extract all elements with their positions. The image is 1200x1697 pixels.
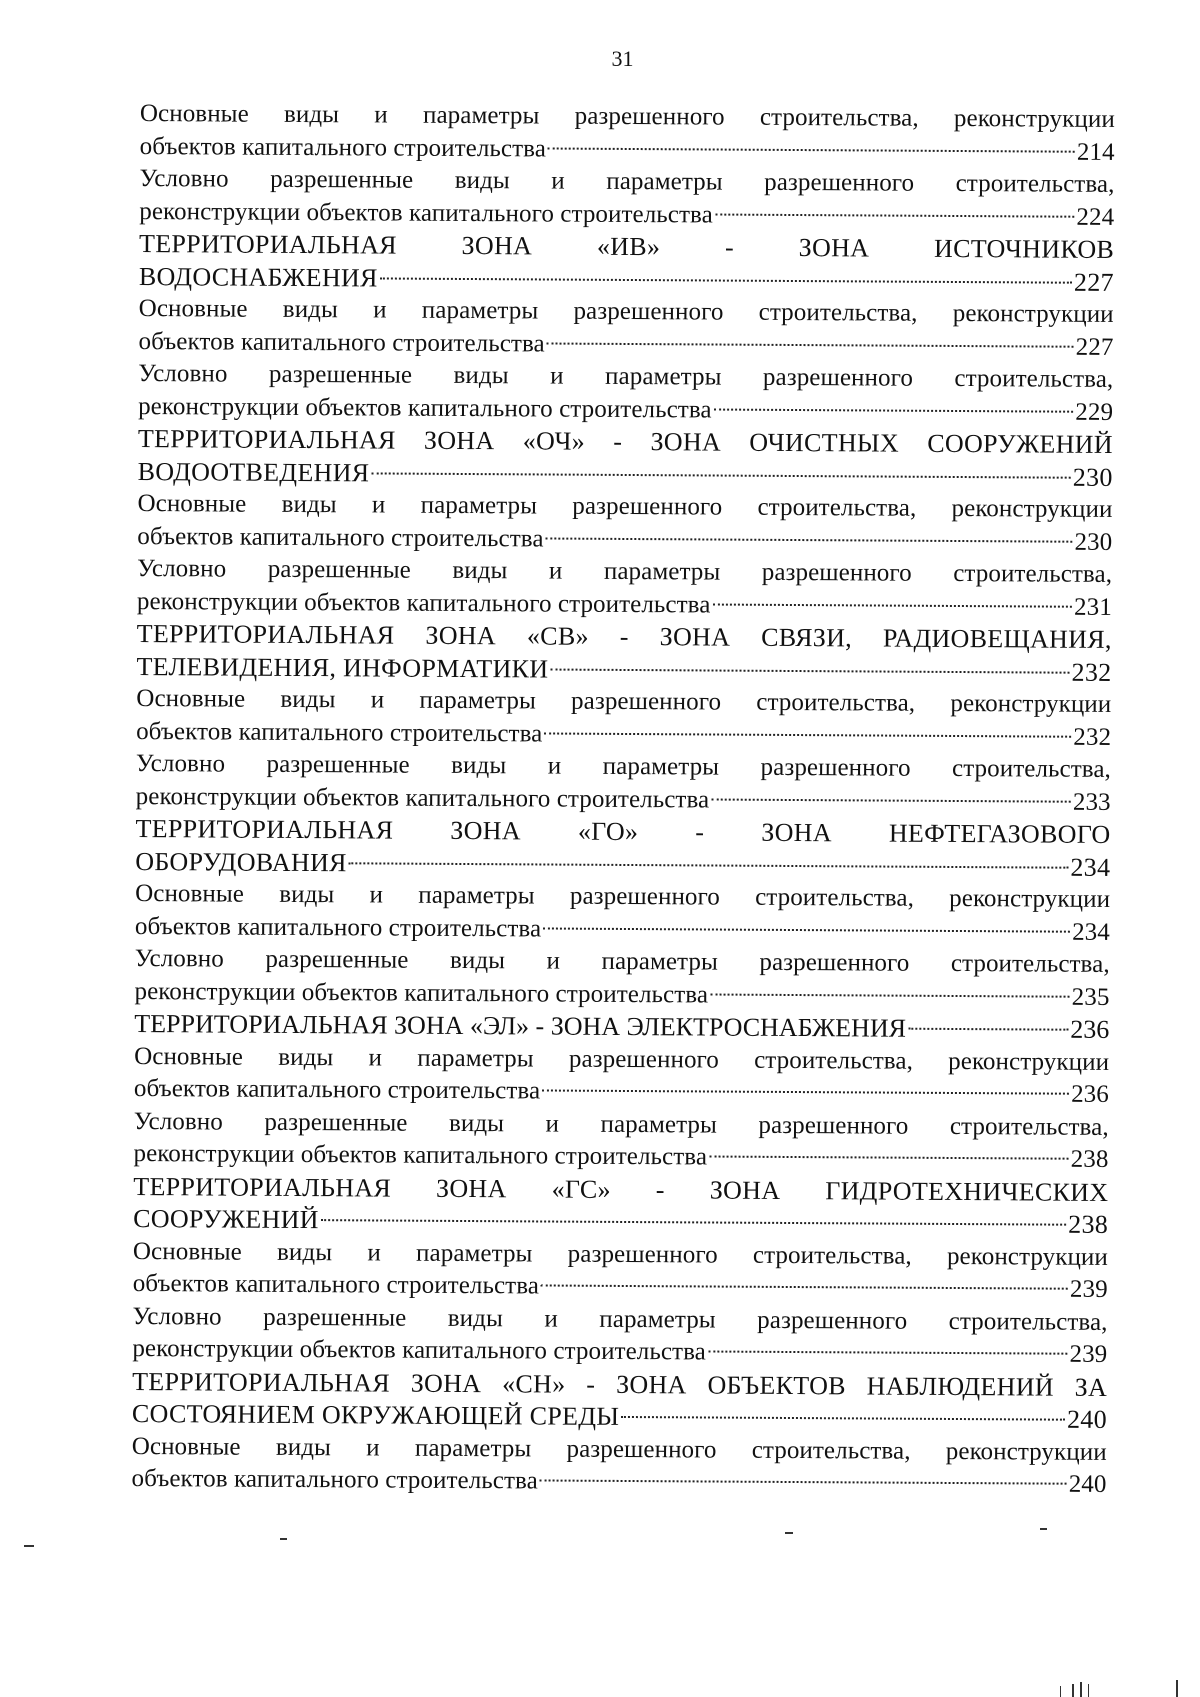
toc-entry-leader-line xyxy=(133,1268,1108,1306)
toc-entry-leader-line xyxy=(133,1138,1108,1176)
toc-page-number: 239 xyxy=(1069,1340,1108,1368)
toc-subentry xyxy=(137,488,1112,559)
scan-mark xyxy=(1040,1528,1047,1530)
scan-mark xyxy=(1080,1682,1082,1697)
toc-entry-leader-line xyxy=(131,1463,1106,1501)
toc-entry-title-end: реконструкции объектов капитального строительства xyxy=(136,587,711,618)
toc-page-number: 232 xyxy=(1071,657,1112,687)
toc-zone-entry xyxy=(135,813,1110,884)
toc-entry-title-line: Основные виды и параметры разрешенного строительства, реконструкции xyxy=(135,879,1111,913)
scan-mark xyxy=(785,1532,793,1534)
dot-leader xyxy=(543,927,1070,932)
dot-leader xyxy=(908,1028,1068,1031)
toc-entry-title-line: Основные виды и параметры разрешенного строительства, реконструкции xyxy=(134,1042,1110,1076)
toc-subentry xyxy=(136,683,1111,754)
toc-page-number: 240 xyxy=(1068,1470,1107,1498)
scan-mark xyxy=(280,1538,287,1540)
dot-leader xyxy=(349,862,1069,868)
dot-leader xyxy=(714,408,1074,412)
scan-mark xyxy=(1176,1680,1178,1697)
table-of-contents xyxy=(131,98,1115,1501)
toc-page-number: 230 xyxy=(1072,462,1113,492)
toc-entry-title-end: объектов капитального строительства xyxy=(131,1464,538,1495)
toc-zone-entry xyxy=(139,228,1114,299)
toc-page-number: 233 xyxy=(1072,788,1111,816)
toc-entry-leader-line xyxy=(134,1008,1109,1046)
toc-page-number: 214 xyxy=(1076,138,1115,166)
toc-subentry xyxy=(134,943,1109,1014)
toc-subentry xyxy=(136,748,1111,819)
toc-entry-title-line: Основные виды и параметры разрешенного строительства, реконструкции xyxy=(132,1237,1109,1271)
toc-entry-title-line: Условно разрешенные виды и параметры разрешенного строительства, xyxy=(133,1107,1109,1141)
toc-entry-title-line: ТЕРРИТОРИАЛЬНАЯ ЗОНА «ИВ» - ЗОНА ИСТОЧНИКОВ xyxy=(139,228,1115,264)
toc-entry-title-end: СОСТОЯНИЕМ ОКРУЖАЮЩЕЙ СРЕДЫ xyxy=(131,1398,620,1431)
dot-leader xyxy=(540,1479,1067,1484)
toc-zone-entry xyxy=(132,1365,1107,1436)
toc-entry-title-end: реконструкции объектов капитального строительства xyxy=(132,1334,706,1366)
toc-entry-title-end: объектов капитального строительства xyxy=(136,717,543,747)
toc-subentry xyxy=(132,1300,1107,1371)
toc-entry-title-end: ТЕЛЕВИДЕНИЯ, ИНФОРМАТИКИ xyxy=(136,651,549,684)
toc-entry-leader-line xyxy=(132,1333,1107,1371)
toc-entry-title-line: Основные виды и параметры разрешенного строительства, реконструкции xyxy=(138,294,1114,328)
toc-entry-title-line: Условно разрешенные виды и параметры разрешенного строительства, xyxy=(134,944,1110,978)
dot-leader xyxy=(380,277,1072,283)
scan-mark xyxy=(24,1545,34,1547)
toc-entry-title-line: ТЕРРИТОРИАЛЬНАЯ ЗОНА «СН» - ЗОНА ОБЪЕКТОВ НАБЛЮДЕНИЙ ЗА xyxy=(132,1366,1108,1402)
toc-entry-title-end: реконструкции объектов капитального строительства xyxy=(134,977,709,1008)
dot-leader xyxy=(544,732,1071,737)
dot-leader xyxy=(546,537,1073,542)
toc-subentry xyxy=(138,293,1113,364)
toc-entry-title-line: Условно разрешенные виды и параметры разрешенного строительства, xyxy=(132,1302,1108,1336)
scan-mark xyxy=(1072,1684,1074,1697)
toc-page-number: 231 xyxy=(1074,593,1112,621)
toc-entry-title-line: Условно разрешенные виды и параметры разрешенного строительства, xyxy=(135,749,1111,783)
toc-entry-title-line: Условно разрешенные виды и параметры разрешенного строительства, xyxy=(137,554,1113,588)
toc-entry-title-end: объектов капитального строительства xyxy=(137,522,544,552)
dot-leader xyxy=(621,1416,1065,1421)
toc-page-number: 227 xyxy=(1073,267,1114,297)
toc-entry-title-line: ТЕРРИТОРИАЛЬНАЯ ЗОНА «ОЧ» - ЗОНА ОЧИСТНЫХ СООРУЖЕНИЙ xyxy=(137,423,1113,459)
toc-entry-title-end: ТЕРРИТОРИАЛЬНАЯ ЗОНА «ЭЛ» - ЗОНА ЭЛЕКТРОСНАБЖЕНИЯ xyxy=(134,1008,907,1043)
toc-entry-title-line: Основные виды и параметры разрешенного строительства, реконструкции xyxy=(137,489,1113,523)
toc-page-number: 234 xyxy=(1070,852,1111,882)
toc-subentry xyxy=(135,878,1110,949)
toc-entry-title-end: объектов капитального строительства xyxy=(138,327,545,357)
toc-page-number: 239 xyxy=(1069,1275,1108,1303)
toc-entry-title-end: объектов капитального строительства xyxy=(139,132,547,162)
toc-page-number: 224 xyxy=(1076,203,1115,231)
toc-page-number: 238 xyxy=(1070,1145,1109,1173)
toc-page-number: 236 xyxy=(1071,1080,1110,1108)
dot-leader xyxy=(542,1089,1069,1094)
toc-entry-title-end: реконструкции объектов капитального строительства xyxy=(138,392,712,423)
toc-page-number: 235 xyxy=(1071,983,1110,1011)
toc-subentry xyxy=(133,1235,1108,1306)
toc-zone-entry xyxy=(133,1170,1108,1241)
toc-page-number: 240 xyxy=(1066,1404,1108,1434)
toc-entry-title-line: ТЕРРИТОРИАЛЬНАЯ ЗОНА «ГС» - ЗОНА ГИДРОТЕХНИЧЕСКИХ xyxy=(133,1171,1109,1207)
toc-entry-title-end: реконструкции объектов капитального строительства xyxy=(135,782,710,813)
toc-zone-entry xyxy=(136,618,1111,689)
toc-entry-title-end: реконструкции объектов капитального строительства xyxy=(139,197,713,229)
dot-leader xyxy=(709,1155,1069,1159)
dot-leader xyxy=(371,472,1070,478)
toc-entry-title-end: объектов капитального строительства xyxy=(132,1269,540,1300)
toc-entry-title-end: реконструкции объектов капитального строительства xyxy=(133,1139,708,1171)
toc-entry-title-line: Основные виды и параметры разрешенного строительства, реконструкции xyxy=(131,1432,1107,1466)
scan-mark xyxy=(1088,1684,1089,1697)
toc-page-number: 230 xyxy=(1074,528,1113,556)
dot-leader xyxy=(711,798,1071,802)
toc-subentry xyxy=(134,1040,1109,1111)
toc-entry-title-line: Основные виды и параметры разрешенного строительства, реконструкции xyxy=(136,684,1112,718)
toc-entry-title-end: ВОДООТВЕДЕНИЯ xyxy=(137,456,370,487)
page-number: 31 xyxy=(611,46,634,71)
toc-entry-title-end: объектов капитального строительства xyxy=(134,912,542,942)
dot-leader xyxy=(715,213,1075,217)
toc-subentry xyxy=(140,98,1115,169)
toc-page-number: 234 xyxy=(1072,918,1111,946)
dot-leader xyxy=(708,1350,1068,1354)
dot-leader xyxy=(712,603,1072,607)
toc-page-number: 238 xyxy=(1068,1209,1109,1239)
dot-leader xyxy=(547,342,1074,347)
toc-page-number: 232 xyxy=(1073,723,1112,751)
toc-page-number: 236 xyxy=(1070,1014,1110,1044)
dot-leader xyxy=(541,1284,1068,1289)
toc-entry-title-line: Условно разрешенные виды и параметры разрешенного строительства, xyxy=(138,359,1114,393)
toc-subentry xyxy=(138,358,1113,429)
dot-leader xyxy=(321,1219,1066,1226)
dot-leader xyxy=(550,668,1069,673)
toc-entry-title-end: объектов капитального строительства xyxy=(133,1074,541,1105)
toc-entry-title-line: Основные виды и параметры разрешенного строительства, реконструкции xyxy=(139,99,1115,133)
toc-entry-title-line: ТЕРРИТОРИАЛЬНАЯ ЗОНА «СВ» - ЗОНА СВЯЗИ, РАДИОВЕЩАНИЯ, xyxy=(136,618,1112,654)
toc-entry-title-line: Условно разрешенные виды и параметры разрешенного строительства, xyxy=(139,164,1115,198)
dot-leader xyxy=(710,993,1070,997)
toc-subentry xyxy=(133,1105,1108,1176)
toc-zone-entry xyxy=(138,423,1113,494)
dot-leader xyxy=(548,147,1075,152)
toc-subentry xyxy=(139,163,1114,234)
toc-entry-title-line: ТЕРРИТОРИАЛЬНАЯ ЗОНА «ГО» - ЗОНА НЕФТЕГАЗОВОГО xyxy=(135,813,1111,849)
toc-page-number: 229 xyxy=(1075,398,1114,426)
toc-entry-title-end: ВОДОСНАБЖЕНИЯ xyxy=(138,261,378,292)
toc-subentry xyxy=(137,553,1112,624)
toc-entry-title-end: ОБОРУДОВАНИЯ xyxy=(135,846,347,877)
toc-entry-leader-line xyxy=(134,1073,1109,1111)
toc-entry-leader-line xyxy=(133,1203,1108,1241)
toc-page-number: 227 xyxy=(1075,333,1114,361)
toc-entry-leader-line xyxy=(132,1398,1107,1436)
scan-mark xyxy=(1060,1686,1061,1697)
toc-subentry xyxy=(131,1430,1106,1501)
toc-zone-entry xyxy=(134,1008,1109,1046)
toc-entry-title-end: СООРУЖЕНИЙ xyxy=(133,1203,319,1235)
